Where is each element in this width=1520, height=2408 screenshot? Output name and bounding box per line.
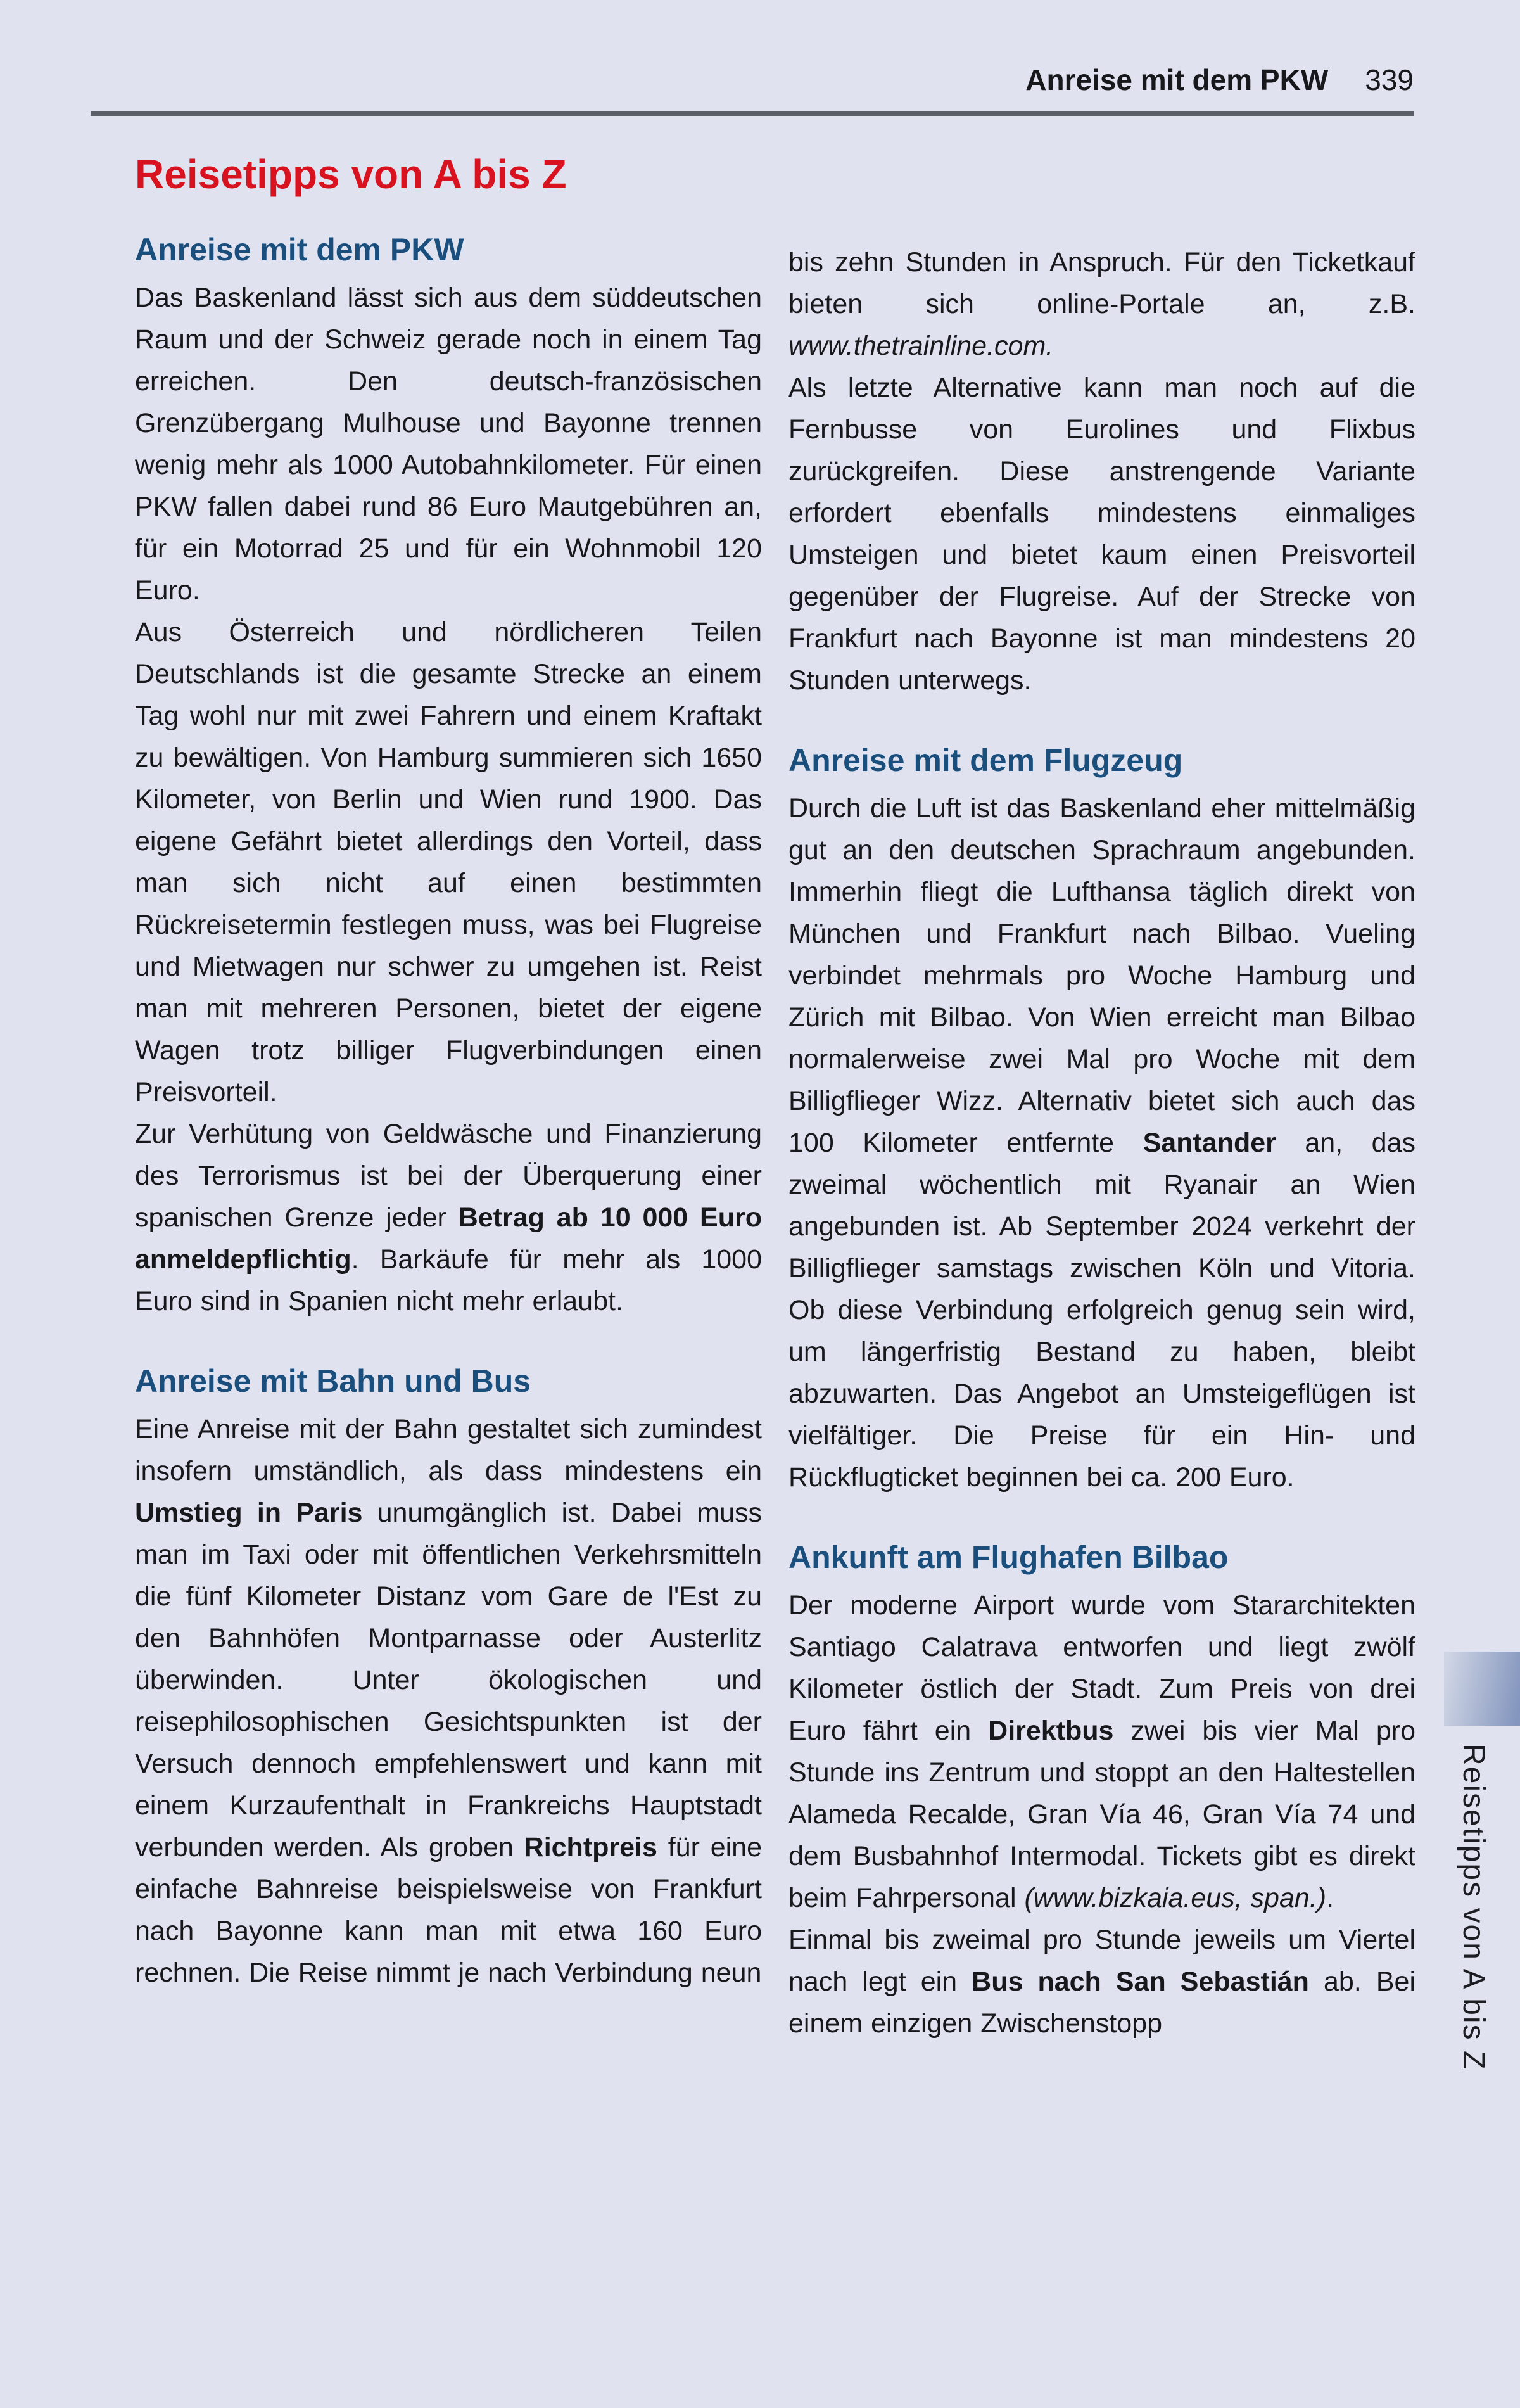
text-run: Zur Verhütung von Geldwäsche und Finanzierung des Terrorismus ist bei der Überquerung einer spanischen Grenze jeder — [135, 1119, 762, 1233]
text-columns — [135, 231, 1416, 2044]
text-run: Das Baskenland lässt sich aus dem süddeutschen Raum und der Schweiz gerade noch in einem Tag erreichen. Den deutsch-französischen Grenzübergang Mulhouse und Bayonne trennen wenig mehr als 1000 Autobahnkilometer. Für einen PKW fallen dabei rund 86 Euro Mautgebühren an, für ein Motorrad 25 und für ein Wohnmobil 120 Euro. — [135, 283, 762, 606]
section-heading: Ankunft am Flughafen Bilbao — [788, 1539, 1229, 1575]
italic-run: www.thetrainline.com. — [788, 331, 1054, 361]
text-run: für eine einfache Bahnreise beispielsweise von Frankfurt nach Bayonne kann man mit etwa 160 Euro rechnen. Die Reise nimmt je nach Verbindung neun — [135, 1832, 762, 1988]
text-run: Eine Anreise mit der Bahn gestaltet sich zumindest insofern umständlich, als dass mindestens ein — [135, 1414, 762, 1486]
chapter-tab — [1444, 1652, 1520, 1726]
body-paragraph — [135, 1408, 762, 1994]
body-paragraph — [788, 367, 1416, 701]
text-run: Der moderne Airport wurde vom Stararchitekten Santiago Calatrava entworfen und liegt zwölf Kilometer östlich der Stadt. Zum Preis von drei Euro fährt ein — [788, 1590, 1416, 1746]
header-rule — [91, 111, 1414, 116]
chapter-margin-label: Reisetipps von A bis Z — [1457, 1743, 1490, 2071]
section-heading: Anreise mit dem PKW — [135, 232, 464, 267]
section-heading: Anreise mit Bahn und Bus — [135, 1363, 531, 1399]
text-run: zwei bis vier Mal pro Stunde ins Zentrum und stoppt an den Haltestellen Alameda Recalde, Gran Vía 46, Gran Vía 74 und dem Busbahnhof Intermodal. Tickets gibt es direkt beim Fahrpersonal — [788, 1716, 1416, 1913]
bold-run: Betrag ab 10 000 Euro anmeldepflichtig — [135, 1202, 762, 1275]
page-number: 339 — [1365, 63, 1414, 96]
text-run: . Barkäufe für mehr als 1000 Euro sind in Spanien nicht mehr erlaubt. — [135, 1244, 762, 1316]
bold-run: Direktbus — [988, 1716, 1114, 1746]
running-header-title: Anreise mit dem PKW — [1025, 63, 1329, 96]
right-column — [788, 231, 1416, 2044]
bold-run: Bus nach San Sebastián — [972, 1966, 1309, 1997]
section-heading: Anreise mit dem Flugzeug — [788, 742, 1183, 778]
text-run: unumgänglich ist. Dabei muss man im Taxi oder mit öffentlichen Verkehrsmitteln die fünf Kilometer Distanz vom Gare de l'Est zu den Bahnhöfen Montparnasse oder Austerlitz überwinden. Unter ökologischen und reisephilosophischen Gesichtspunkten ist der Versuch dennoch empfehlenswert und kann mit einem Kurzaufenthalt in Frankreichs Hauptstadt verbunden werden. Als groben — [135, 1498, 763, 1863]
page-title: Reisetipps von A bis Z — [135, 151, 567, 197]
text-run: ab. Bei einem einzigen Zwischenstopp — [788, 1966, 1416, 2039]
body-paragraph — [788, 787, 1416, 1498]
text-run: bis zehn Stunden in Anspruch. Für den Ticketkauf bieten sich online-Portale an, z.B. — [788, 247, 1416, 319]
text-run: Durch die Luft ist das Baskenland eher mittelmäßig gut an den deutschen Sprachraum angebunden. Immerhin fliegt die Lufthansa täglich direkt von München und Frankfurt nach Bilbao. Vueling verbindet mehrmals pro Woche Hamburg und Zürich mit Bilbao. Von Wien erreicht man Bilbao normalerweise zwei Mal pro Woche mit dem Billigflieger Wizz. Alternativ bietet sich auch das 100 Kilometer entfernte — [788, 793, 1416, 1158]
body-paragraph — [788, 241, 1416, 367]
body-paragraph — [135, 1113, 762, 1322]
italic-run: (www.bizkaia.eus, span.) — [1024, 1883, 1327, 1913]
body-paragraph — [788, 1919, 1416, 2044]
running-header — [0, 0, 1520, 98]
bold-run: Santander — [1143, 1128, 1276, 1158]
text-run: Als letzte Alternative kann man noch auf die Fernbusse von Eurolines und Flixbus zurückgreifen. Diese anstrengende Variante erfordert ebenfalls mindestens einmaliges Umsteigen und bietet kaum einen Preisvorteil gegenüber der Flugreise. Auf der Strecke von Frankfurt nach Bayonne ist man mindestens 20 Stunden unterwegs. — [788, 373, 1416, 696]
body-paragraph — [788, 1584, 1416, 1919]
text-run: Aus Österreich und nördlicheren Teilen Deutschlands ist die gesamte Strecke an einem Tag wohl nur mit zwei Fahrern und einem Kraftakt zu bewältigen. Von Hamburg summieren sich 1650 Kilometer, von Berlin und Wien rund 1900. Das eigene Gefährt bietet allerdings den Vorteil, dass man sich nicht auf einen bestimmten Rückreisetermin festlegen muss, was bei Flugreise und Mietwagen nur schwer zu umgehen ist. Reist man mit mehreren Personen, bietet der eigene Wagen trotz billiger Flugverbindungen einen Preisvorteil. — [135, 617, 762, 1107]
text-run: Einmal bis zweimal pro Stunde jeweils um Viertel nach legt ein — [788, 1925, 1416, 1997]
left-column — [135, 231, 762, 2044]
text-run: . — [1326, 1883, 1334, 1913]
body-paragraph — [135, 611, 762, 1113]
bold-run: Umstieg in Paris — [135, 1498, 363, 1528]
body-paragraph — [135, 277, 762, 611]
bold-run: Richtpreis — [524, 1832, 657, 1863]
text-run: an, das zweimal wöchentlich mit Ryanair an Wien angebunden ist. Ab September 2024 verkehrt der Billigflieger samstags zwischen Köln und Vitoria. Ob diese Verbindung erfolgreich genug sein wird, um längerfristig Bestand zu haben, bleibt abzuwarten. Das Angebot an Umsteigeflügen ist vielfältiger. Die Preise für ein Hin- und Rückflugticket beginnen bei ca. 200 Euro. — [788, 1128, 1416, 1493]
